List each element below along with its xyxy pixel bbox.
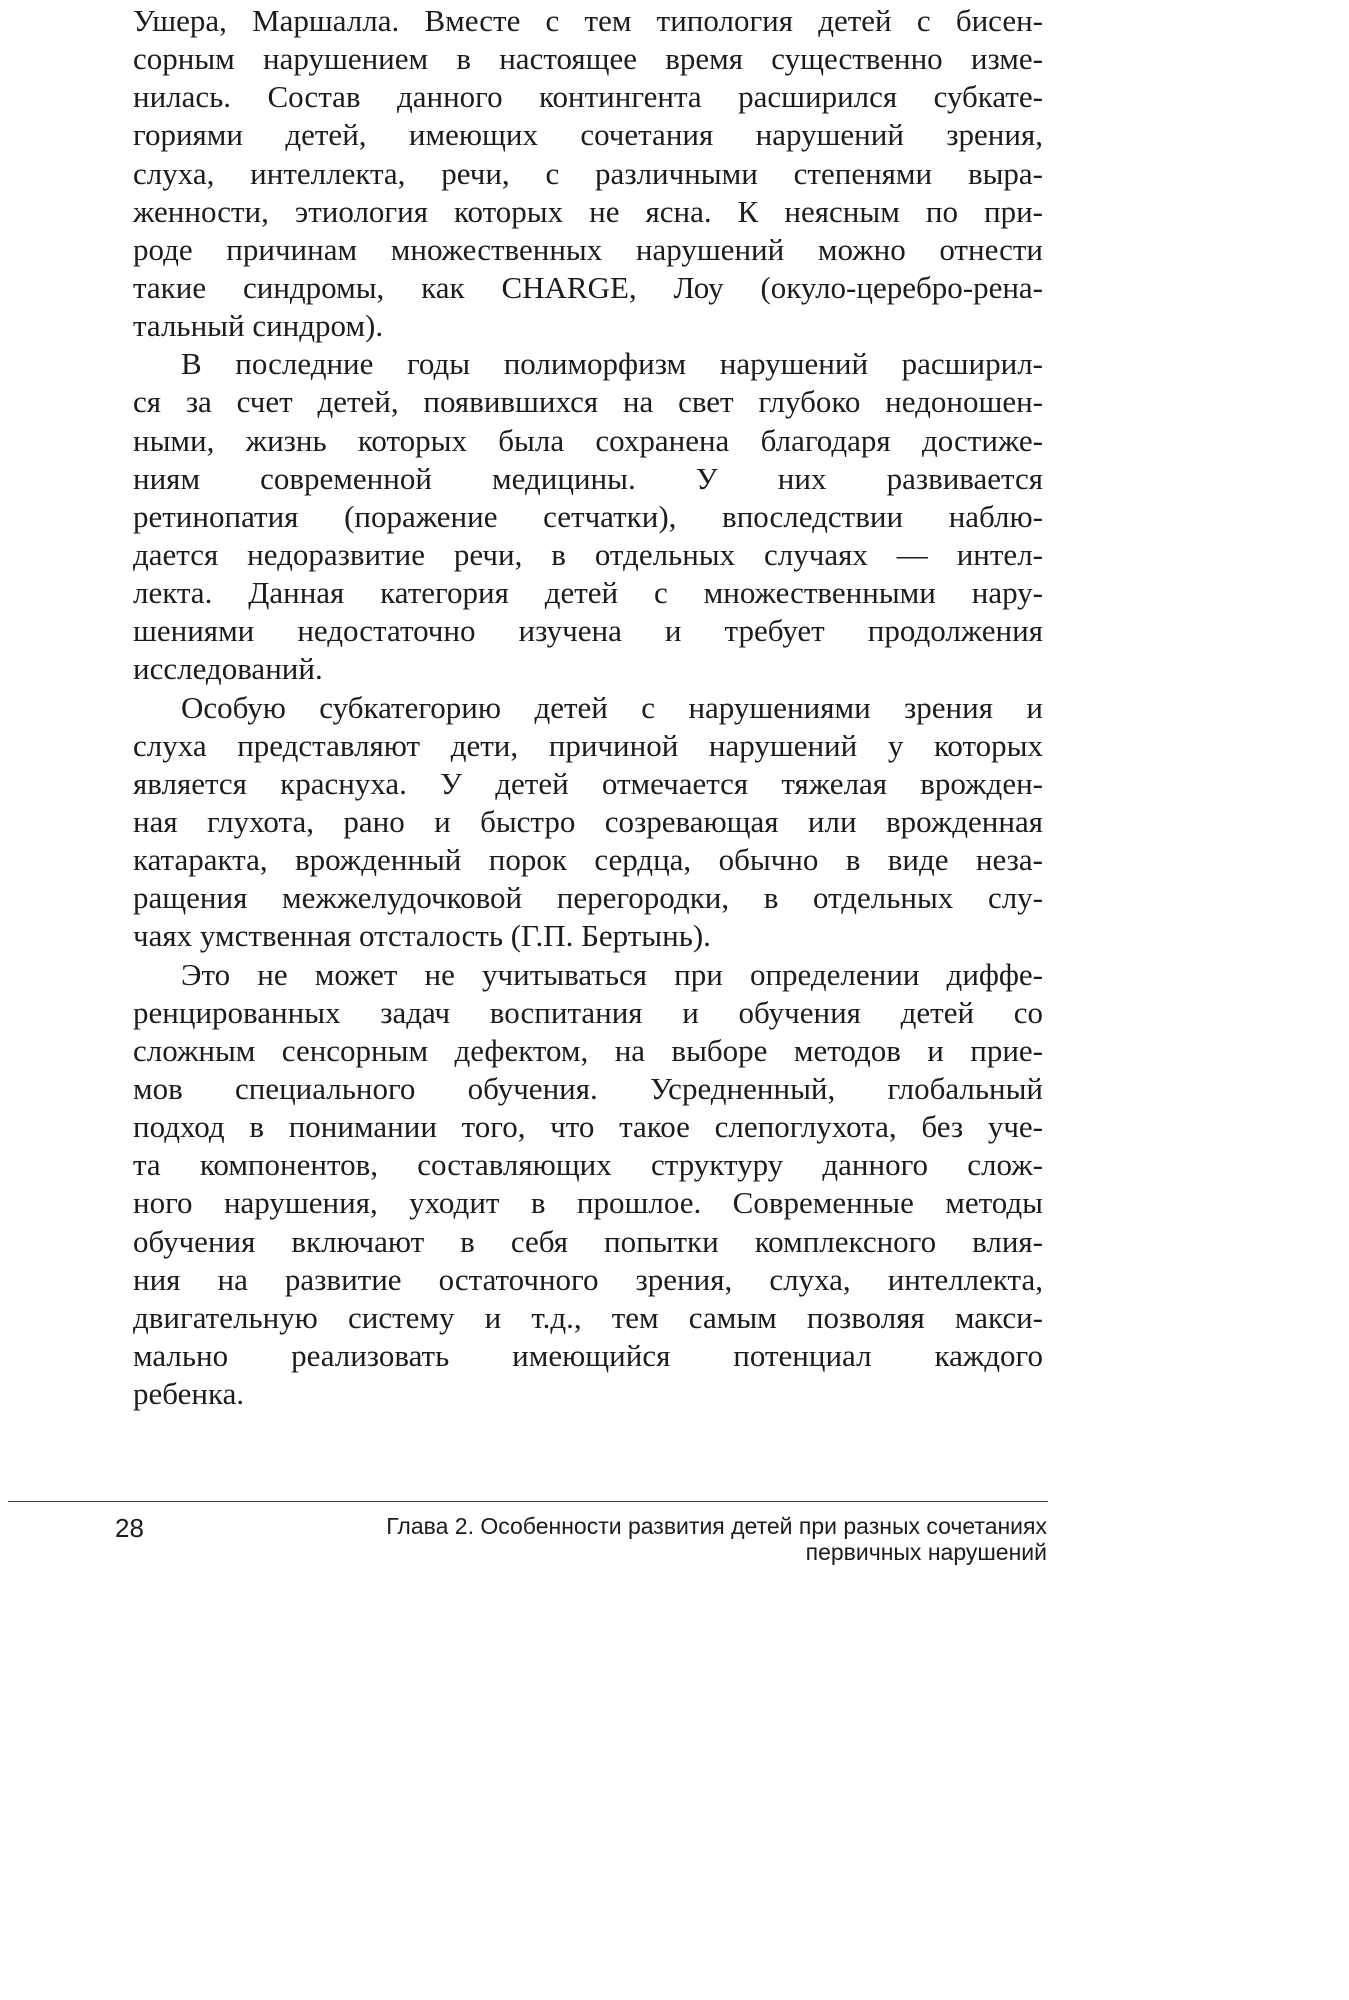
text-line: та компонентов, составляющих структуру данного слож-	[133, 1147, 1043, 1183]
text-line: катаракта, врожденный порок сердца, обычно в виде неза-	[133, 842, 1043, 878]
text-line: гориями детей, имеющих сочетания нарушений зрения,	[133, 117, 1043, 153]
text-line: сорным нарушением в настоящее время существенно изме-	[133, 41, 1043, 77]
text-line: слуха, интеллекта, речи, с различными степенями выра-	[133, 155, 1043, 191]
text-line: ниям современной медицины. У них развивается	[133, 460, 1043, 496]
text-line: дается недоразвитие речи, в отдельных случаях — интел-	[133, 536, 1043, 572]
chapter-title-line: Глава 2. Особенности развития детей при разных сочетаниях	[386, 1513, 1047, 1539]
text-line: нилась. Состав данного контингента расширился субкате-	[133, 79, 1043, 115]
text-line: ными, жизнь которых была сохранена благодаря достиже-	[133, 422, 1043, 458]
text-line: ренцированных задач воспитания и обучения детей со	[133, 994, 1043, 1030]
text-line: является краснуха. У детей отмечается тяжелая врожден-	[133, 765, 1043, 801]
text-line: мов специального обучения. Усредненный, глобальный	[133, 1070, 1043, 1106]
footer-divider	[8, 1501, 1048, 1502]
text-line: ся за счет детей, появившихся на свет глубоко недоношен-	[133, 384, 1043, 420]
text-line: ного нарушения, уходит в прошлое. Современные методы	[133, 1185, 1043, 1221]
text-line: тальный синдром).	[133, 308, 384, 344]
text-line: женности, этиология которых не ясна. К неясным по при-	[133, 193, 1043, 229]
text-line: исследований.	[133, 651, 323, 687]
text-line: ретинопатия (поражение сетчатки), впоследствии наблю-	[133, 498, 1043, 534]
text-line: В последние годы полиморфизм нарушений расширил-	[181, 346, 1043, 382]
text-line: лекта. Данная категория детей с множественными нару-	[133, 575, 1043, 611]
text-line: Особую субкатегорию детей с нарушениями зрения и	[181, 689, 1043, 725]
text-line: двигательную систему и т.д., тем самым позволяя макси-	[133, 1299, 1043, 1335]
text-line: чаях умственная отсталость (Г.П. Бертынь).	[133, 918, 711, 954]
text-line: сложным сенсорным дефектом, на выборе методов и прие-	[133, 1032, 1043, 1068]
text-line: подход в понимании того, что такое слепоглухота, без уче-	[133, 1109, 1043, 1145]
text-line: слуха представляют дети, причиной нарушений у которых	[133, 727, 1043, 763]
text-line: Это не может не учитываться при определении диффе-	[181, 956, 1043, 992]
text-line: ребенка.	[133, 1376, 245, 1412]
chapter-title-line: первичных нарушений	[805, 1539, 1047, 1565]
text-line: обучения включают в себя попытки комплексного влия-	[133, 1223, 1043, 1259]
running-footer	[317, 1513, 1047, 1565]
text-line: мально реализовать имеющийся потенциал каждого	[133, 1337, 1043, 1373]
text-line: Ушера, Маршалла. Вместе с тем типология детей с бисен-	[133, 3, 1043, 38]
body-text	[133, 2, 1043, 1413]
text-line: шениями недостаточно изучена и требует продолжения	[133, 613, 1043, 649]
text-line: ная глухота, рано и быстро созревающая или врожденная	[133, 803, 1043, 839]
page-number: 28	[115, 1513, 144, 1543]
text-line: роде причинам множественных нарушений можно отнести	[133, 231, 1043, 267]
text-line: такие синдромы, как CHARGE, Лоу (окуло-церебро-рена-	[133, 269, 1043, 305]
text-line: ния на развитие остаточного зрения, слуха, интеллекта,	[133, 1261, 1043, 1297]
text-line: ращения межжелудочковой перегородки, в отдельных слу-	[133, 880, 1043, 916]
